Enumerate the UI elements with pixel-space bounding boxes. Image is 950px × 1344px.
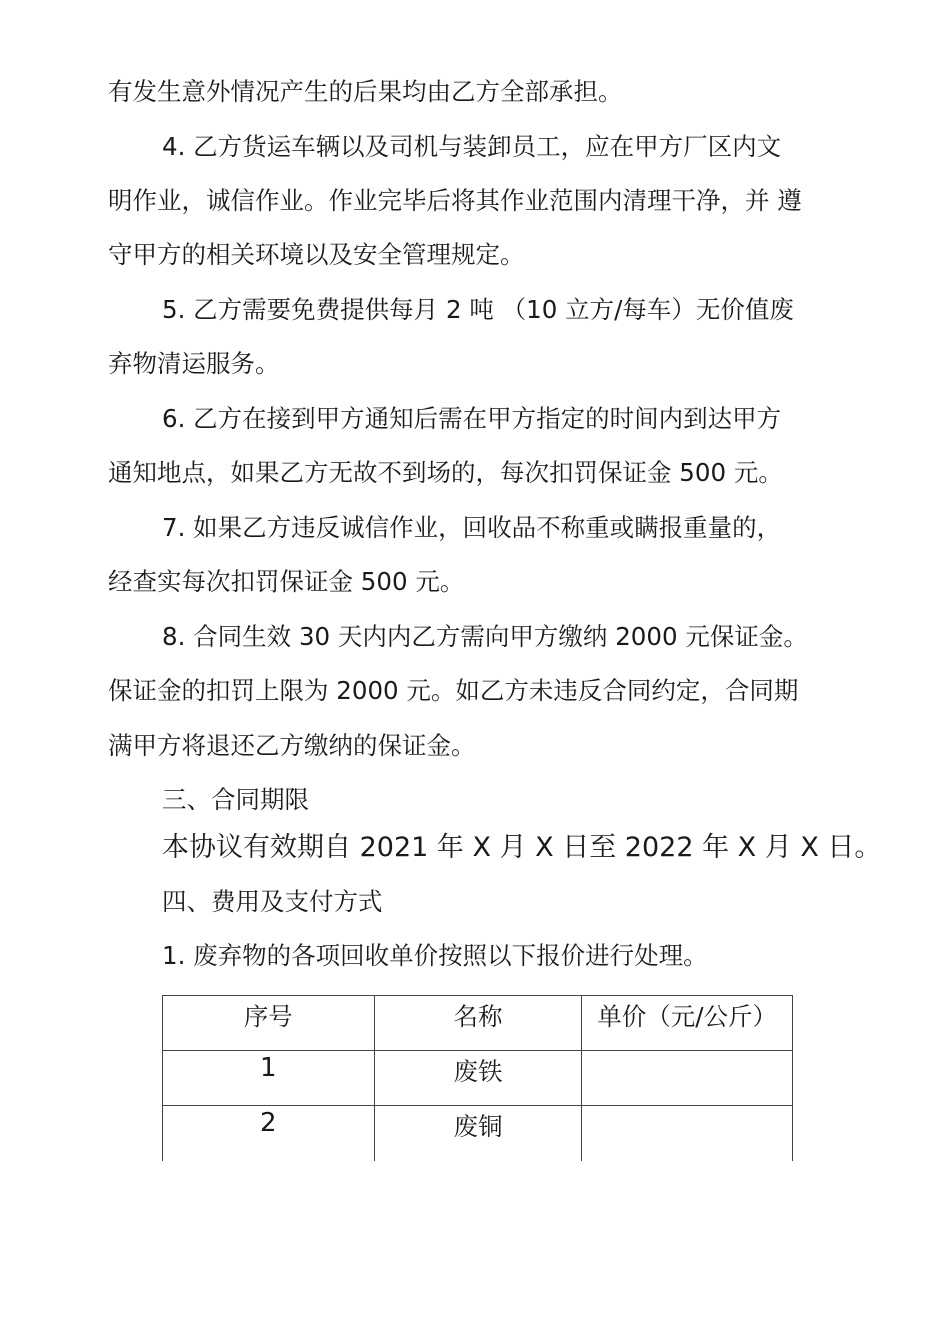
paragraph-line: 有发生意外情况产生的后果均由乙方全部承担。: [108, 77, 623, 106]
table-header-row: [163, 996, 793, 1051]
table-row: [163, 1106, 793, 1161]
clause-8: 8. 合同生效 30 天内内乙方需向甲方缴纳 2000 元保证金。: [162, 622, 808, 651]
table-row: [163, 1051, 793, 1106]
paragraph-line: 守甲方的相关环境以及安全管理规定。: [108, 240, 525, 269]
header-cell-name: 名称: [374, 996, 582, 1051]
clause-4: 4. 乙方货运车辆以及司机与装卸员工，应在甲方厂区内文: [162, 132, 782, 161]
cell-index: 1: [163, 1051, 375, 1106]
clause-5: 5. 乙方需要免费提供每月 2 吨 （10 立方/每车）无价值废: [162, 295, 794, 324]
header-cell-unit-price: 单价（元/公斤）: [582, 996, 793, 1051]
cell-unit-price: [582, 1051, 793, 1106]
term-validity-line: 本协议有效期自 2021 年 X 月 X 日至 2022 年 X 月 X 日。: [162, 832, 882, 863]
cell-index: 2: [163, 1106, 375, 1161]
cell-name: 废铜: [374, 1106, 582, 1161]
paragraph-line: 弃物清运服务。: [108, 349, 280, 378]
clause-6: 6. 乙方在接到甲方通知后需在甲方指定的时间内到达甲方: [162, 404, 782, 433]
paragraph-line: 保证金的扣罚上限为 2000 元。如乙方未违反合同约定，合同期: [108, 676, 799, 705]
cell-name: 废铁: [374, 1051, 582, 1106]
clause-7: 7. 如果乙方违反诚信作业，回收品不称重或瞒报重量的，: [162, 513, 782, 542]
header-cell-index: 序号: [163, 996, 375, 1051]
section-heading-fees: 四、费用及支付方式: [162, 887, 383, 916]
paragraph-line: 经查实每次扣罚保证金 500 元。: [108, 567, 465, 596]
cell-unit-price: [582, 1106, 793, 1161]
paragraph-line: 通知地点，如果乙方无故不到场的，每次扣罚保证金 500 元。: [108, 458, 783, 487]
fee-item-1: 1. 废弃物的各项回收单价按照以下报价进行处理。: [162, 941, 708, 970]
price-table: [162, 995, 793, 1161]
section-heading-term: 三、合同期限: [162, 785, 309, 814]
paragraph-line: 明作业，诚信作业。作业完毕后将其作业范围内清理干净，并 遵: [108, 186, 802, 215]
paragraph-line: 满甲方将退还乙方缴纳的保证金。: [108, 731, 476, 760]
